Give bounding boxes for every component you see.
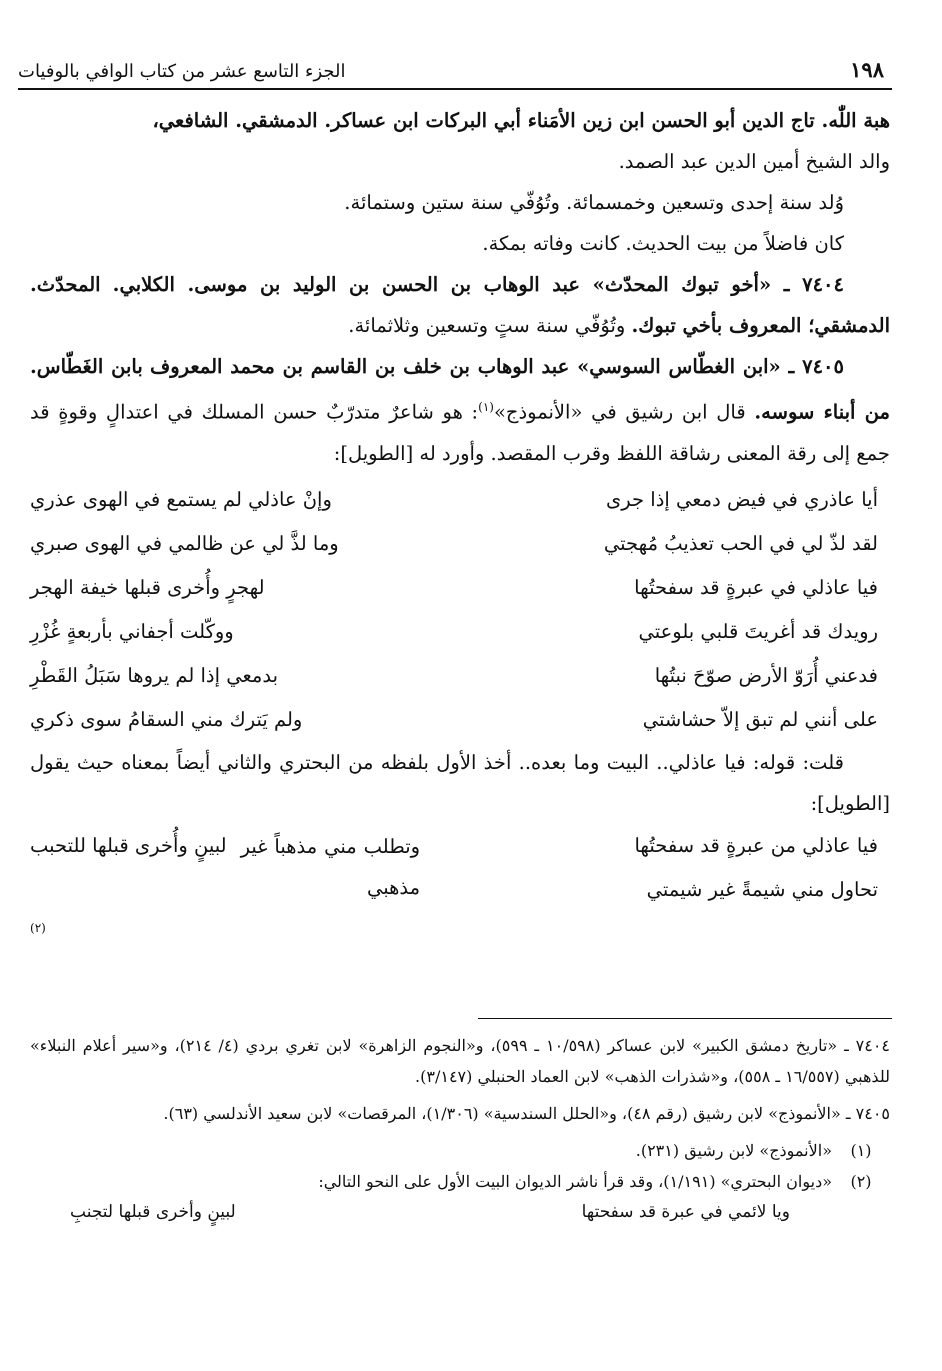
footnote-2: (٢) «ديوان البحتري» (١/١٩١)، وقد قرأ ناشر الديوان البيت الأول على النحو التالي:: [318, 1172, 872, 1191]
verse-line: فيا عاذلي من عبرةٍ قد سفحتُها لبينٍ وأُخرى قبلها للتحبب: [30, 834, 878, 857]
poem-2: [30, 824, 890, 935]
footnote-1: (١) «الأنموذج» لابن رشيق (٢٣١).: [635, 1141, 872, 1160]
footnotes: [30, 1030, 890, 1228]
verse-line: أيا عاذري في فيض دمعي إذا جرى وإنْ عاذلي لم يستمع في الهوى عذري: [30, 488, 878, 511]
entry-7405-heading2: بابن الغَطّاس. من أبناء سوسه.: [30, 355, 891, 424]
entry-7405: ٧٤٠٥ ـ «ابن الغطّاس السوسي» عبد الوهاب بن خلف بن القاسم بن محمد المعروف بابن الغَطّاس. من أبناء سوسه. قال ابن رشيق في «الأنموذج»$^{(١)}$: هو شاعرٌ متدرّبٌ حسن المسلك في اعتدالٍ وقوةٍ قد جمع إلى رقة المعنى رشاقة اللفظ وقرب المقصد. وأورد له [الطويل]:: [30, 355, 891, 465]
poem: [30, 478, 890, 742]
entry-7405-heading: ٧٤٠٥ ـ «ابن الغطّاس السوسي» عبد الوهاب بن خلف بن القاسم بن محمد المعروف: [150, 355, 844, 378]
entry-prev-line: كان فاضلاً من بيت الحديث. كانت وفاته بمكة.: [482, 232, 844, 255]
verse-line: لقد لذّ لي في الحب تعذيبُ مُهجتي وما لذَّ لي عن ظالمي في الهوى صبري: [30, 532, 878, 555]
footnote-ref[interactable]: (٢): [30, 920, 46, 935]
entry-7404-heading: ٧٤٠٤ ـ «أخو تبوك المحدّث» عبد الوهاب بن الحسن بن الوليد بن موسى. الكلابي.: [112, 273, 844, 296]
entry-prev-line: وُلد سنة إحدى وتسعين وخمسمائة. وتُوُفّي سنة ستين وستمائة.: [344, 191, 844, 214]
verse-line: تحاول مني شيمةً غير شيمتي وتطلب مني مذهباً غير مذهبي $^{(٢)}$: [30, 834, 878, 935]
verse-line: فيا عاذلي في عبرةٍ قد سفحتُها لهجرٍ وأُخرى قبلها خيفة الهجر: [30, 576, 878, 599]
author-note: قلت: قوله: فيا عاذلي.. البيت وما بعده.. أخذ الأول بلفظه من البحتري والثاني أيضاً بمعناه حيث يقول [الطويل]:: [30, 750, 890, 815]
header-rule: [18, 88, 892, 90]
entry-prev-heading: هبة اللّٰه. تاج الدين أبو الحسن ابن زين الأمَناء أبي البركات ابن عساكر. الدمشقي. الشافعي،: [152, 109, 890, 132]
footnote-7404: ٧٤٠٤ ـ «تاريخ دمشق الكبير» لابن عساكر (١٠/٥٩٨ ـ ٥٩٩)، و«النجوم الزاهرة» لابن تغري بردي (٤/ ٢١٤)، و«سير أعلام النبلاء» للذهبي (١٦/٥٥٧ ـ ٥٥٨)، و«شذرات الذهب» لابن العماد الحنبلي (٣/١٤٧).: [30, 1036, 891, 1086]
entry-prev-line: والد الشيخ أمين الدين عبد الصمد.: [618, 150, 890, 173]
running-header: [18, 38, 884, 86]
verse-line: فدعني أُرَوّ الأرض صوّحَ نبتُها بدمعي إذا لم يروها سَبَلُ القَطْرِ: [30, 664, 878, 687]
book-title: الجزء التاسع عشر من كتاب الوافي بالوفيات: [18, 61, 346, 82]
page-number: ١٩٨: [850, 57, 884, 82]
footnote-rule: [478, 1018, 892, 1019]
entry-7404-heading2: المحدّث. الدمشقي؛ المعروف بأخي تبوك.: [30, 273, 890, 337]
footnote-ref[interactable]: (١): [478, 400, 494, 414]
verse-line: على أنني لم تبق إلاّ حشاشتي ولم يَترك مني السقامُ سوى ذكري: [30, 708, 878, 731]
entry-7404: ٧٤٠٤ ـ «أخو تبوك المحدّث» عبد الوهاب بن الحسن بن الوليد بن موسى. الكلابي. المحدّث. الدمشقي؛ المعروف بأخي تبوك. وتُوُفّي سنة ستٍ وتسعين وثلاثمائة.: [30, 273, 890, 337]
footnote-verse: ويا لائمي في عبرة قد سفحتها لبينٍ وأخرى قبلها لتجنبِ: [70, 1202, 790, 1222]
main-text: [30, 100, 891, 935]
footnote-7405: ٧٤٠٥ ـ «الأنموذج» لابن رشيق (رقم ٤٨)، و«الحلل السندسية» (١/٣٠٦)، المرقصات» لابن سعيد الأندلسي (٦٣).: [163, 1104, 890, 1123]
verse-line: رويدك قد أغريتَ قلبي بلوعتي ووكّلت أجفاني بأربعةٍ غُزْرِ: [30, 620, 878, 643]
